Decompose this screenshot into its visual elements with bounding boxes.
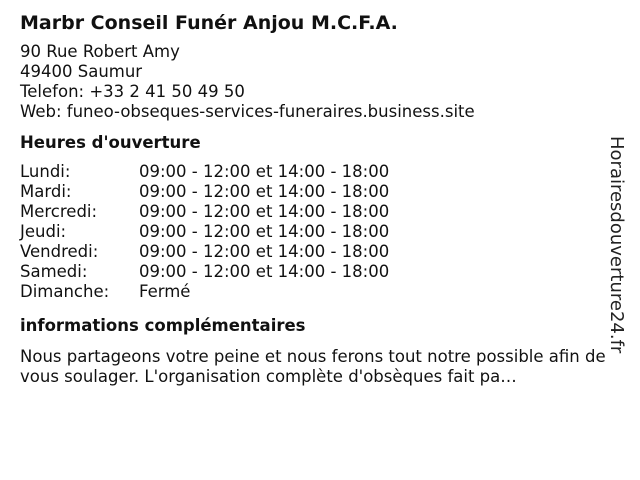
phone-line: Telefon: +33 2 41 50 49 50 xyxy=(20,82,245,101)
business-address xyxy=(20,42,610,122)
day-label: Dimanche: xyxy=(20,282,110,301)
day-hours: 09:00 - 12:00 et 14:00 - 18:00 xyxy=(139,222,390,241)
hours-row-saturday xyxy=(20,262,610,282)
website-line: Web: funeo-obseques-services-funeraires.business.site xyxy=(20,102,475,121)
hours-row-tuesday xyxy=(20,182,610,202)
day-label: Mardi: xyxy=(20,182,72,201)
city-line: 49400 Saumur xyxy=(20,62,143,81)
hours-row-thursday xyxy=(20,222,610,242)
opening-hours-title: Heures d'ouverture xyxy=(20,133,201,152)
day-hours: 09:00 - 12:00 et 14:00 - 18:00 xyxy=(139,202,390,221)
additional-info-title: informations complémentaires xyxy=(20,316,306,335)
day-label: Mercredi: xyxy=(20,202,98,221)
hours-row-monday xyxy=(20,162,610,182)
street-line: 90 Rue Robert Amy xyxy=(20,42,180,61)
day-hours: 09:00 - 12:00 et 14:00 - 18:00 xyxy=(139,182,390,201)
day-hours: 09:00 - 12:00 et 14:00 - 18:00 xyxy=(139,262,390,281)
hours-row-friday xyxy=(20,242,610,262)
day-label: Vendredi: xyxy=(20,242,99,261)
opening-hours-table xyxy=(20,162,610,302)
day-hours: Fermé xyxy=(139,282,191,301)
hours-row-wednesday xyxy=(20,202,610,222)
day-label: Samedi: xyxy=(20,262,88,281)
additional-info-text: Nous partageons votre peine et nous ferons tout notre possible afin de vous soulager. L'organisation complète d'obsèques fait pa… xyxy=(20,347,606,386)
day-hours: 09:00 - 12:00 et 14:00 - 18:00 xyxy=(139,242,390,261)
day-hours: 09:00 - 12:00 et 14:00 - 18:00 xyxy=(139,162,390,181)
business-name: Marbr Conseil Funér Anjou M.C.F.A. xyxy=(20,12,398,34)
hours-row-sunday xyxy=(20,282,610,302)
day-label: Lundi: xyxy=(20,162,71,181)
brand-watermark: Horairesdouverture24.fr xyxy=(606,136,627,354)
business-card xyxy=(20,10,610,387)
day-label: Jeudi: xyxy=(20,222,67,241)
